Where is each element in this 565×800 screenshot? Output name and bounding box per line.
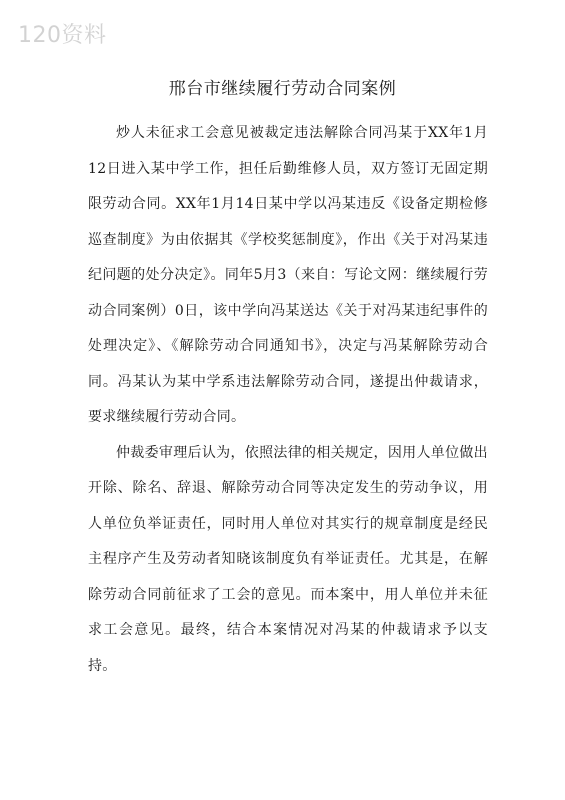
document-body	[88, 116, 488, 684]
paragraph-arbitration-ruling: 仲裁委审理后认为，依照法律的相关规定，因用人单位做出开除、除名、辞退、解除劳动合同等决定发生的劳动争议，用人单位负举证责任，同时用人单位对其实行的规章制度是经民主程序产生及劳动者知晓该制度负有举证责任。尤其是，在解除劳动合同前征求了工会的意见。而本案中，用人单位并未征求工会意见。最终，结合本案情况对冯某的仲裁请求予以支持。	[88, 444, 488, 674]
watermark-logo: 120资料	[18, 23, 107, 48]
document-title: 邢台市继续履行劳动合同案例	[168, 79, 397, 99]
paragraph-case-facts: 炒人未征求工会意见被裁定违法解除合同冯某于XX年1月12日进入某中学工作，担任后勤维修人员，双方签订无固定期限劳动合同。XX年1月14日某中学以冯某违反《设备定期检修巡查制度》为由依据其《学校奖惩制度》，作出《关于对冯某违纪问题的处分决定》。同年5月3（来自：写论文网：继续履行劳动合同案例）0日，该中学向冯某送达《关于对冯某违纪事件的处理决定》、《解除劳动合同通知书》，决定与冯某解除劳动合同。冯某认为某中学系违法解除劳动合同，遂提出仲裁请求，要求继续履行劳动合同。	[88, 125, 488, 425]
